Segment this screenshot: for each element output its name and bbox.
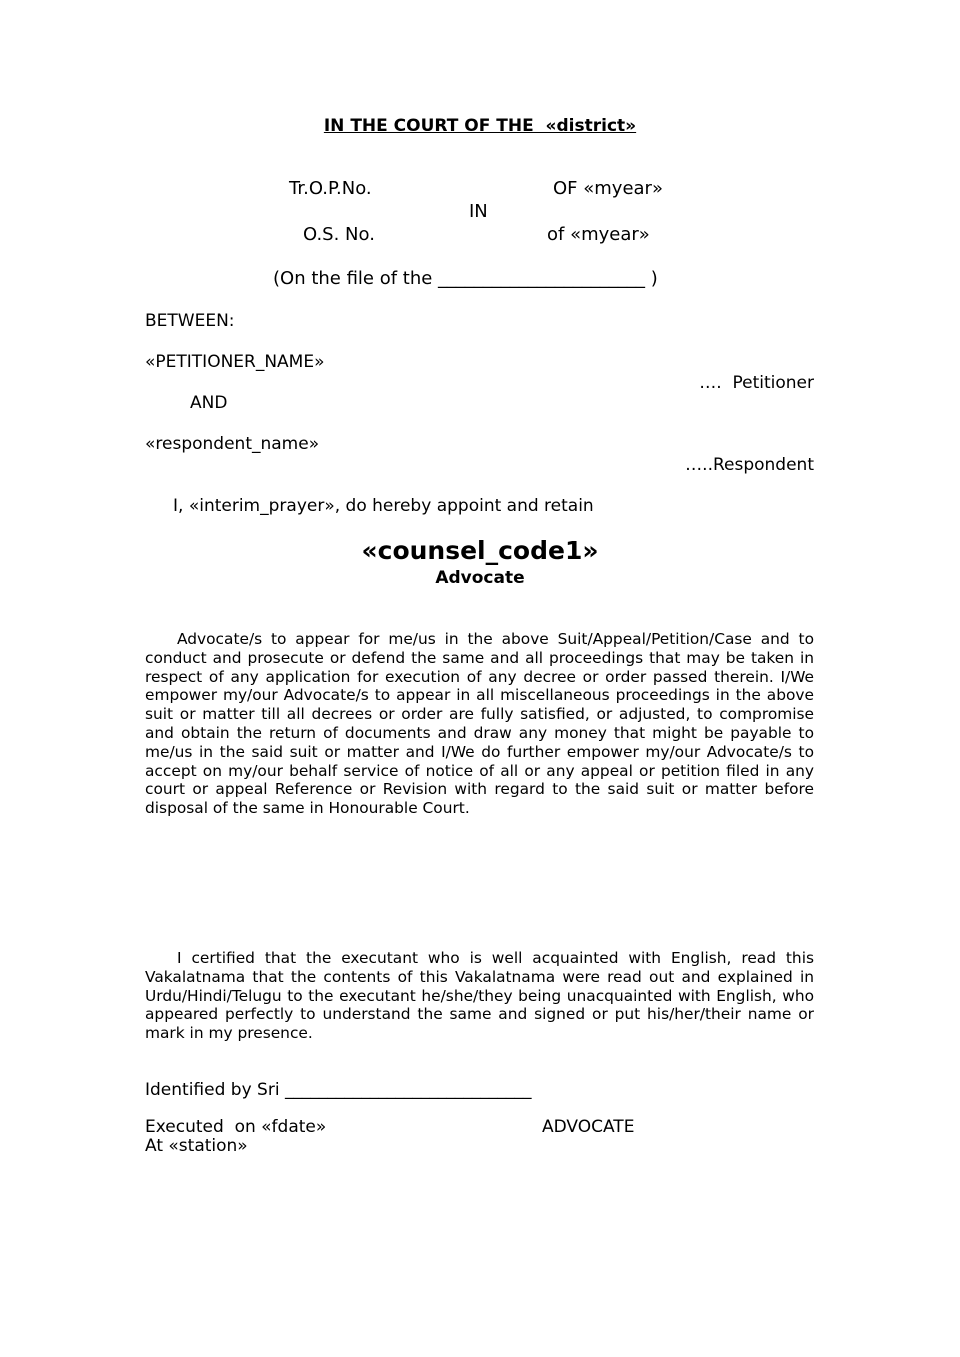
advocate-signature-label: ADVOCATE <box>542 1117 635 1137</box>
identified-by-line: Identified by Sri _____________________________ <box>145 1080 532 1100</box>
between-label: BETWEEN: <box>145 311 235 331</box>
trop-number-label: Tr.O.P.No. <box>289 178 372 199</box>
and-label: AND <box>190 393 228 413</box>
in-label: IN <box>469 201 488 222</box>
os-year: of «myear» <box>547 224 650 245</box>
counsel-code: «counsel_code1» <box>361 536 599 565</box>
appointment-line: I, «interim_prayer», do hereby appoint and retain <box>173 496 594 516</box>
petitioner-name: «PETITIONER_NAME» <box>145 352 325 372</box>
authority-paragraph: Advocate/s to appear for me/us in the above Suit/Appeal/Petition/Case and to conduct and prosecute or defend the same and all proceedings that may be taken in respect of any application for execution of any decree or order passed therein. I/We empower my/our Advocate/s to appear in all miscellaneous proceedings in the above suit or matter till all decrees or order are fully satisfied, or adjusted, to compromise and obtain the return of documents and draw any money that might be payable to me/us in the said suit or matter and I/We do further empower my/our Advocate/s to accept on my/our behalf service of notice of all or any appeal or petition filed in any court or appeal Reference or Revision with regard to the said suit or matter before disposal of the same in Honourable Court. <box>145 630 814 818</box>
trop-year: OF «myear» <box>553 178 663 199</box>
counsel-title: Advocate <box>435 568 525 588</box>
court-title: IN THE COURT OF THE «district» <box>323 116 637 136</box>
respondent-role: …..Respondent <box>685 455 814 475</box>
certification-paragraph: I certified that the executant who is well acquainted with English, read this Vakalatnama that the contents of this Vakalatnama were read out and explained in Urdu/Hindi/Telugu to the executant he/she/they being unacquainted with English, who appeared perfectly to understand the same and signed or put his/her/their name or mark in my presence. <box>145 949 814 1043</box>
executed-on-line: Executed on «fdate» <box>145 1117 327 1137</box>
petitioner-role: …. Petitioner <box>699 373 814 393</box>
station-line: At «station» <box>145 1136 248 1156</box>
os-number-label: O.S. No. <box>303 224 375 245</box>
respondent-name: «respondent_name» <box>145 434 320 454</box>
file-of-line: (On the file of the _______________________ ) <box>273 268 658 289</box>
